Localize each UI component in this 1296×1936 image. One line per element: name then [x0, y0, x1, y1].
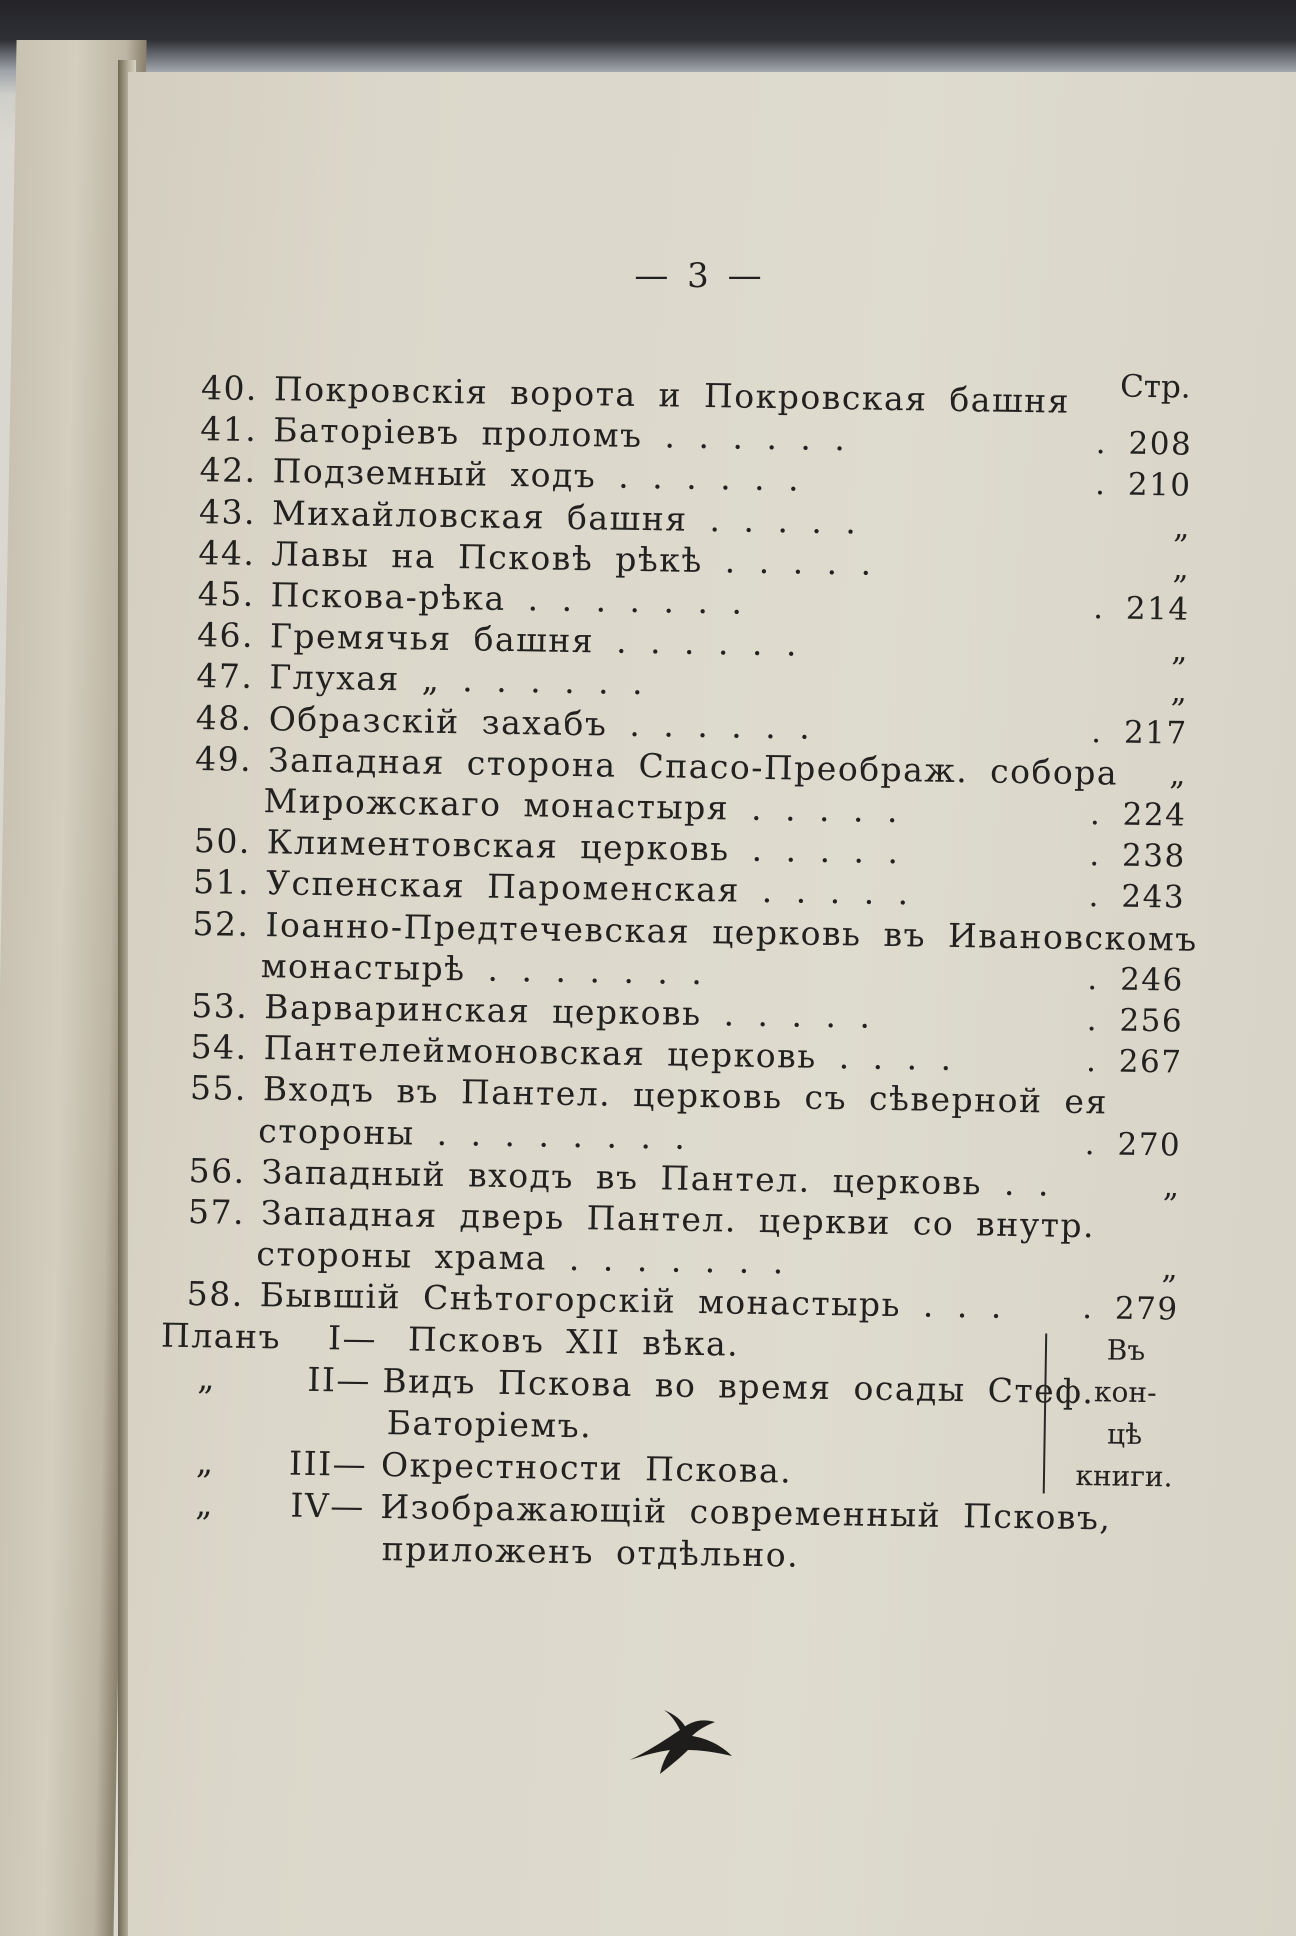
plan-description: Псковъ XII вѣка.: [407, 1319, 740, 1364]
toc-entry-number: 46.: [196, 615, 255, 656]
toc-entry-title: Успенская Пароменская . . . . .: [265, 863, 911, 913]
toc-entry-number: 40.: [200, 368, 259, 408]
page-column-label: Стр.: [1119, 368, 1191, 406]
toc-entry-number: 54.: [190, 1027, 248, 1068]
toc-entry-title: Климентовская церковь . . . . .: [266, 822, 900, 872]
plan-description: Окрестности Пскова.: [380, 1444, 793, 1491]
plan-roman-numeral: IV—: [290, 1485, 366, 1526]
toc-entry: [4, 571, 1190, 628]
toc-entry-page: . 256: [1086, 1002, 1184, 1040]
toc-entry: [6, 447, 1192, 505]
plan-roman-numeral: II—: [307, 1359, 372, 1400]
toc-entry: [5, 530, 1191, 587]
plan-ditto-mark: „: [197, 1357, 217, 1398]
plan-location-note: цѣ: [1106, 1417, 1143, 1451]
toc-entry-number: [185, 1233, 245, 1234]
toc-entry-title: монастырѣ . . . . . . .: [260, 945, 704, 992]
toc-entry-title: стороны . . . . . . . .: [258, 1110, 687, 1157]
toc-entry-page: . 238: [1089, 837, 1187, 875]
toc-entry-page: „: [1171, 632, 1190, 669]
plan-description: приложенъ отдѣльно.: [381, 1528, 800, 1575]
plan-roman-numeral: III—: [288, 1443, 368, 1484]
toc-entry-title: Входъ въ Пантел. церковь съ сѣверной ея: [262, 1069, 1109, 1122]
plan-description: Видъ Пскова во время осады Стеф.: [382, 1360, 1095, 1411]
plan-location-note: кон-: [1093, 1374, 1157, 1409]
plan-location-note: книги.: [1075, 1458, 1173, 1494]
toc-entry-title: Лавы на Псковѣ рѣкѣ . . . . .: [271, 534, 873, 583]
toc-entry-page: . 243: [1088, 878, 1186, 917]
toc-entry: [0, 859, 1186, 917]
toc-entry-number: 47.: [196, 656, 254, 697]
toc-entry-page: . 214: [1092, 590, 1190, 628]
toc-entry-title: Пантелеймоновская церковь . . . .: [263, 1028, 953, 1079]
toc-entry-number: 41.: [200, 409, 258, 450]
toc-entry-title: Западный входъ въ Пантел. церковь . .: [261, 1151, 1051, 1204]
toc-entry: [3, 695, 1188, 752]
toc-entry-title: Покровскія ворота и Покровская башня: [273, 369, 1071, 421]
toc-entry-page: . 224: [1089, 796, 1187, 834]
toc-entry-title: Глухая „ . . . . . .: [269, 657, 645, 703]
toc-entry-number: 44.: [198, 532, 256, 573]
toc-entry-title: Баторіевъ проломъ . . . . . .: [273, 410, 847, 459]
toc-entry-number: [187, 1110, 247, 1111]
toc-entry-number: 50.: [193, 821, 252, 862]
toc-entry: [2, 736, 1188, 793]
toc-entry-title: Западная сторона Спасо-Преображ. собора: [267, 739, 1119, 793]
toc-entry-number: 55.: [189, 1068, 248, 1109]
toc-entry-page: . 208: [1095, 425, 1193, 463]
toc-entry-title: Мирожскаго монастыря . . . . .: [263, 781, 900, 831]
toc-entry-number: 45.: [197, 574, 256, 614]
toc-entry-number: 52.: [192, 903, 250, 944]
toc-entry-page: „: [1161, 1250, 1180, 1287]
toc-entry: [3, 653, 1189, 711]
toc-entry-page: „: [1173, 508, 1192, 546]
page-number-header: — 3 —: [634, 256, 766, 296]
toc-entry: [1, 818, 1187, 875]
toc-entry: [8, 365, 1071, 421]
toc-entry-title: Михайловская башня . . . . .: [271, 492, 858, 542]
toc-entry-number: 43.: [198, 491, 257, 532]
toc-entry-title: Западная дверь Пантел. церкви со внутр.: [260, 1193, 1096, 1246]
toc-entry-page: . 217: [1091, 713, 1188, 752]
toc-entry-number: [192, 780, 252, 781]
toc-entry-page: „: [1172, 550, 1191, 587]
toc-entry-title: Образскій захабъ . . . . . .: [268, 698, 812, 747]
plan-location-note: Въ: [1106, 1333, 1146, 1367]
toc-entry-page: . 210: [1094, 466, 1192, 505]
toc-entry-number: [189, 945, 249, 946]
toc-entry-title: Подземный ходъ . . . . . .: [272, 451, 801, 499]
plan-label: Планъ: [160, 1315, 282, 1357]
toc-entry-number: 56.: [188, 1150, 246, 1191]
toc-entry-title: Варваринская церковь . . . . .: [263, 987, 872, 1036]
toc-entry-page: . 267: [1085, 1043, 1183, 1081]
toc-entry-title: стороны храма . . . . . . .: [256, 1234, 786, 1282]
toc-entry-number: 51.: [192, 862, 251, 903]
toc-entry: [4, 612, 1190, 669]
plan-description: Баторіемъ.: [386, 1402, 593, 1445]
toc-entry-number: 58.: [186, 1274, 245, 1315]
plan-ditto-mark: „: [195, 1441, 216, 1482]
toc-entry-number: 53.: [190, 986, 249, 1026]
plan-brace: [1043, 1333, 1056, 1493]
toc-entry-page: . 270: [1084, 1125, 1182, 1164]
swallow-ornament-icon: [620, 1700, 740, 1780]
toc-entry: [6, 489, 1192, 546]
plan-roman-numeral: I—: [327, 1317, 378, 1358]
toc-entry-title: Пскова-рѣка . . . . . . .: [270, 575, 744, 622]
toc-entry-number: 57.: [187, 1191, 246, 1232]
toc-entry-title: Бывшій Снѣтогорскій монастырь . . .: [259, 1275, 1004, 1327]
toc-entry-page: . 246: [1087, 960, 1185, 999]
toc-entry-page: . 279: [1081, 1290, 1179, 1328]
toc-entry: [7, 406, 1193, 463]
plan-description: Изображающій современный Псковъ,: [380, 1486, 1112, 1538]
toc-entry-title: Іоанно-Предтечевская церковь въ Ивановскомъ: [265, 904, 1198, 959]
toc-entry-page: „: [1170, 673, 1189, 711]
toc-entry-page: „: [1169, 756, 1188, 793]
toc-entry-page: „: [1162, 1168, 1181, 1205]
toc-entry-title: Гремячья башня . . . . . .: [269, 616, 799, 664]
toc-entry-number: 49.: [194, 738, 253, 779]
toc-entry-number: 48.: [195, 697, 254, 738]
toc-entry-number: 42.: [199, 450, 257, 491]
toc-entry: [1, 777, 1187, 834]
plan-ditto-mark: „: [195, 1483, 215, 1524]
